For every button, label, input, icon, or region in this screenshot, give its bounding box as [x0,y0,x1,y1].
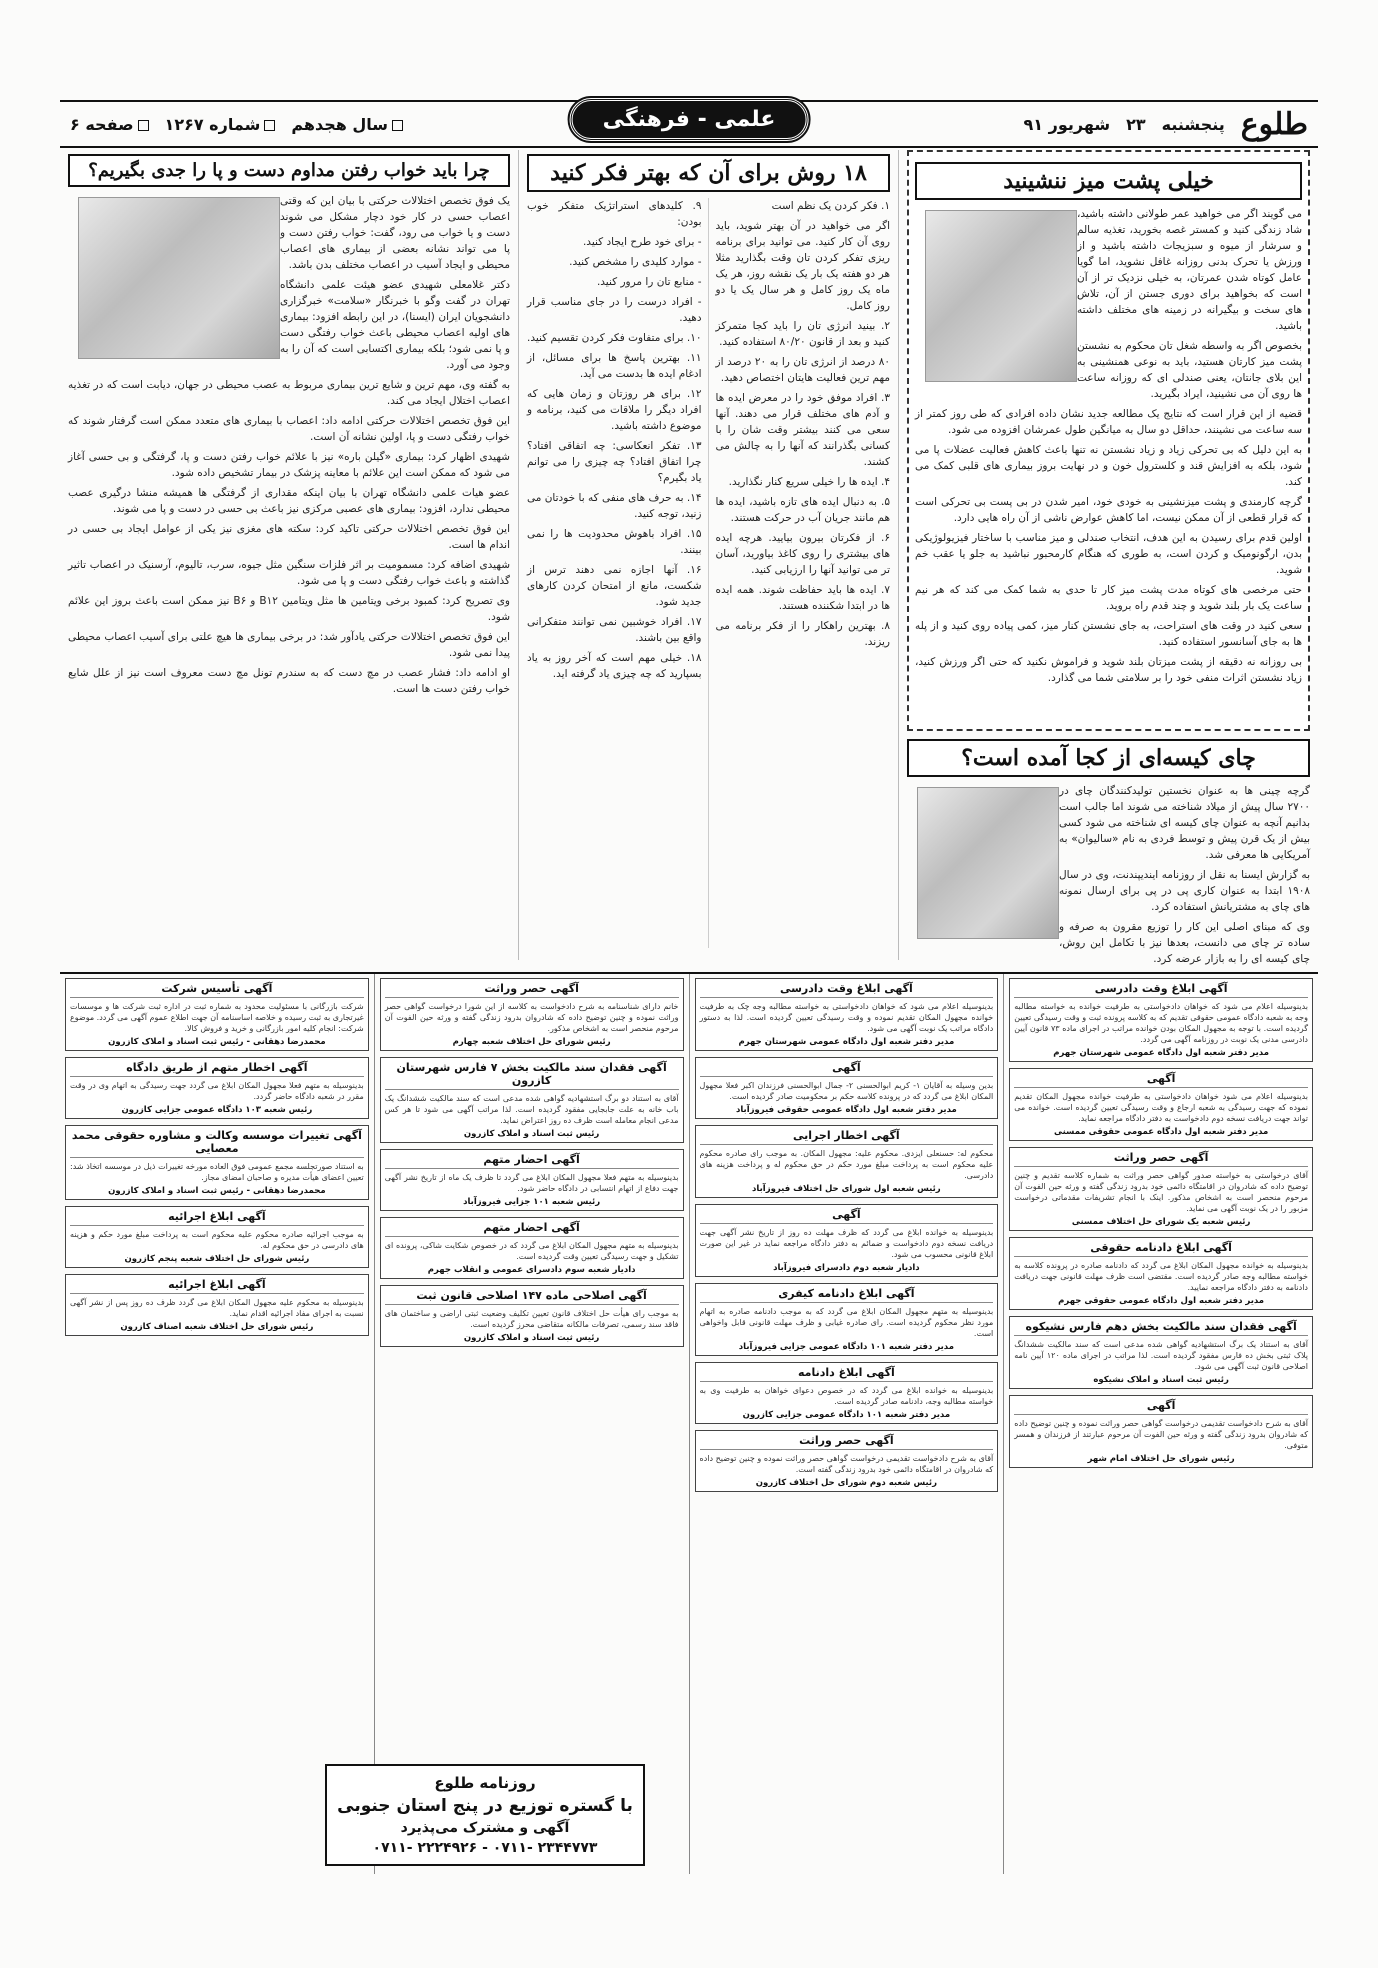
paragraph: او ادامه داد: فشار عصب در مچ دست که به سندرم تونل مچ دست معروف است نیز از علل شایع خواب رفتن دست ها است. [68,667,510,695]
feet-photo [78,197,280,359]
legal-notice-title: آگهی ابلاغ وقت دادرسی [1014,982,1308,998]
paragraph: وی که مبنای اصلی این کار را توزیع مقرون به صرفه و ساده تر چای می دانست، بعدها نیز با تکامل این روش، چای کیسه ای را به بازار عرضه کرد. [1059,921,1310,965]
legal-notice [380,978,684,1051]
legal-notice [1009,1395,1313,1468]
paragraph: به این دلیل که بی تحرکی زیاد و زیاد نشستن نه تنها باعث کاهش فعالیت عضلات پا می شود، بلکه به افزایش قند و کلسترول خون و در نهایت بروز بیماری های قلبی کمک می کند. [915,444,1302,488]
article-desk [898,150,1318,965]
legal-notice-body: بدینوسیله اعلام می شود که خواهان دادخواستی به طرفیت خوانده به خواسته مطالبه وجه به شعبه دادگاه عمومی حقوقی تقدیم که به کلاسه پرونده ثبت و وقت رسیدگی تعیین گردیده است. با توجه به مجهول المکان بودن خوانده مراتب در اجرای ماده ۷۳ قانون آیین دادرسی مدنی یک نوبت در روزنامه آگهی می گردد. [1014,1002,1309,1044]
legal-notice-title: آگهی ابلاغ وقت دادرسی [700,982,994,998]
legal-notice [65,1274,369,1336]
legal-notice-title: آگهی ابلاغ دادنامه [700,1366,994,1382]
legal-notice-signature: رئیس شعبه اول شورای حل اختلاف فیروزآباد [752,1184,941,1194]
section-title: علمی - فرهنگی [570,98,809,141]
paragraph: ۹. کلیدهای استراتژیک متفکر خوب بودن: [527,200,702,228]
legal-notice [695,978,999,1051]
legal-notice-signature: رئیس شعبه ۱۰۱ جزایی فیروزآباد [463,1197,601,1207]
article-think-title: ۱۸ روش برای آن که بهتر فکر کنید [527,154,890,192]
paragraph: بخصوص اگر به واسطه شغل تان محکوم به نشستن پشت میز کارتان هستید، باید به نوعی همنشینی به این بلای جانتان، یعنی صندلی ای که روزانه ساعت ها روی آن می نشینید، ایراد بگیرید. [1077,340,1302,400]
ads-column-1 [1003,974,1318,1874]
legal-notice [695,1057,999,1119]
legal-notice-body: بدینوسیله به متهم فعلا مجهول المکان ابلاغ می گردد تا ظرف یک ماه از تاریخ نشر آگهی جهت دفاع از اتهام انتسابی در دادگاه حاضر شود. [384,1173,679,1193]
header-issue [70,115,403,134]
legal-notice [1009,1237,1313,1310]
legal-notice-title: آگهی ابلاغ دادنامه حقوقی [1014,1241,1308,1257]
legal-notice [1009,978,1313,1062]
paragraph: می گویند اگر می خواهید عمر طولانی داشته باشید، شاد زندگی کنید و کمستر غصه بخورید، تغذیه سالم و سرشار از میوه و سبزیجات داشته باشید و از ورزش یا تحرک بدنی روزانه غافل نشوید، اما گویا عامل کوتاه شدن عمرتان، به خیلی نزدیک تر از آن است که بخواهید برای دوری جستن از آن، تلاش های سخت و بیگیرانه در زمینه های مختلف داشته باشید. [1077,208,1302,332]
legal-notice [380,1149,684,1211]
legal-notice-signature: رئیس ثبت اسناد و املاک کازرون [463,1129,600,1139]
legal-notice [1009,1147,1313,1231]
paragraph: - منابع تان را مرور کنید. [596,276,702,288]
legal-notice-signature: محمدرضا دهقانی - رئیس ثبت اسناد و املاک کازرون [108,1037,326,1047]
paragraph: به گفته وی، مهم ترین و شایع ترین بیماری مربوط به عصب محیطی در جهان، دیابت است که در تغذیه اعصاب اختلال ایجاد می کند. [68,379,510,407]
article-numbness [60,150,518,960]
paragraph: ۳. افراد موفق خود را در معرض ایده ها و آدم های مختلف قرار می دهند. آنها سعی می کنند بیشتر وقت شان را با کسانی بگذرانند که آنها را به چالش می کشند. [715,392,890,468]
ads-column-2 [689,974,1004,1874]
legal-notice-signature: مدیر دفتر شعبه ۱۰۱ دادگاه عمومی جزایی فیروزآباد [738,1342,954,1352]
legal-notice [695,1283,999,1356]
legal-notice-signature: رئیس شعبه دوم شورای حل اختلاف کازرون [755,1478,938,1488]
legal-notice-title: آگهی اخطار اجرایی [700,1129,994,1145]
legal-notice [65,1125,369,1200]
legal-notice-body: بدینوسیله اعلام می شود خواهان دادخواستی به طرفیت خوانده مجهول المکان تقدیم نموده که جهت رسیدگی به شعبه ارجاع و وقت رسیدگی تعیین گردیده است. خوانده می تواند جهت دریافت نسخه دوم دادخواست به دفتر دادگاه مراجعه نماید. [1014,1092,1308,1123]
legal-notice-title: آگهی اخطار متهم از طریق دادگاه [70,1061,364,1077]
ads-column-4-list [65,978,369,1336]
legal-notice [695,1362,999,1424]
paragraph: به گزارش ایسنا به نقل از روزنامه ایندیپندنت، وی در سال ۱۹۰۸ ابتدا به عنوان کاری پی در پی برای ارسال نمونه های چای به مشتریانش استفاده کرد. [1059,869,1310,913]
paragraph: این فوق تخصص اختلالات حرکتی تاکید کرد: سکته های مغزی نیز یکی از عوامل ایجاد بی حسی در اندام ها است. [68,523,510,551]
paragraph: ۷. ایده ها باید حفاظت شوند. همه ایده ها در ابتدا شکننده هستند. [715,584,890,612]
legal-notice-signature: رئیس ثبت اسناد و املاک نشیکوه [1093,1375,1229,1385]
paragraph: ۵. به دنبال ایده های تازه باشید، ایده ها هم مانند جریان آب در حرکت هستند. [715,496,890,524]
paragraph: ۱۶. آنها اجازه نمی دهند ترس از شکست، مانع از امتحان کردن کارهای جدید شود. [527,564,702,608]
paragraph: شهیدی اظهار کرد: بیماری «گیلن باره» نیز با علائم خواب رفتن دست و پا، گرفتگی و بی حسی آغاز می شود که ممکن است این علائم با معاینه پزشک در بیمار تشخیص داده شود. [68,451,510,479]
paragraph: این فوق تخصص اختلالات حرکتی ادامه داد: اعصاب با بیماری های متعدد ممکن است گرفتار شوند که خواب رفتگی دست و پا، اولین نشانه آن است. [68,415,510,443]
legal-notice [380,1285,684,1347]
paragraph: - افراد درست را در جای مناسب قرار دهید. [527,296,702,324]
paragraph: دکتر غلامعلی شهیدی عضو هیئت علمی دانشگاه تهران در گفت وگو با خبرنگار «سلامت» خبرگزاری دانشجویان ایران (ایسنا)، در این رابطه افزود: بیماری های اولیه اعصاب محیطی باعث خواب رفتگی دست و پا نمی شود؛ بلکه بیماری اکتسابی است که آن را به وجود می آورد. [280,279,510,371]
paragraph: ۶. از فکرتان بیرون بیایید. هرچه ایده های بیشتری را روی کاغذ بیاورید، آسان تر می توانید آنها را ارزیابی کنید. [715,532,890,576]
legal-notice-title: آگهی اصلاحی ماده ۱۴۷ اصلاحی قانون ثبت [385,1289,679,1305]
page-header [60,100,1318,148]
paragraph: گرچه چینی ها به عنوان نخستین تولیدکنندگان چای در ۲۷۰۰ سال پیش از میلاد شناخته می شوند اما جالب است بدانیم آنچه به عنوان چای کیسه ای شناخته می شود کسی بیش از یک قرن پیش و توسط فردی به نام «سالیوان» به آمریکایی ها معرفی شد. [1059,785,1310,861]
paragraph: ۱. فکر کردن یک نظم است [771,200,890,212]
legal-notice-signature: رئیس شعبه ۱۰۳ دادگاه عمومی جزایی کازرون [121,1105,313,1115]
paragraph: ۱۰. برای متفاوت فکر کردن تقسیم کنید. [527,332,702,344]
promo-phone: ۰۷۱۱- ۲۲۲۴۹۲۶ - ۰۷۱۱- ۲۳۴۴۷۷۳ [372,1840,598,1856]
legal-notice-title: آگهی [1014,1072,1308,1088]
article-tea-title: چای کیسه‌ای از کجا آمده است؟ [907,739,1310,777]
legal-notice-signature: دادیار شعبه سوم دادسرای عمومی و انقلاب جهرم [427,1265,636,1275]
legal-notice-body: بدینوسیله به خوانده مجهول المکان ابلاغ می گردد که دادنامه صادره در پرونده کلاسه به خواسته مطالبه وجه صادر گردیده است. مقتضی است ظرف مهلت قانونی جهت دریافت دادنامه به دفتر دادگاه مراجعه نمایید. [1014,1261,1308,1292]
paragraph: ۸. بهترین راهکار را از فکر برنامه می ریزند. [715,620,890,648]
square-icon [392,120,403,131]
paragraph: وی تصریح کرد: کمبود برخی ویتامین ها مثل ویتامین B۱۲ و B۶ نیز ممکن است باعث بروز این علائم شود. [68,595,510,623]
date-num: ۲۳ [1126,114,1146,134]
legal-notice-title: آگهی احضار متهم [385,1153,679,1169]
legal-notice-signature: مدیر دفتر شعبه ۱۰۱ دادگاه عمومی جزایی کازرون [742,1410,951,1420]
date-day: پنجشنبه [1161,114,1225,134]
legal-notice-body: بدینوسیله به متهم مجهول المکان ابلاغ می گردد که در خصوص شکایت شاکی، پرونده ای تشکیل و جهت رسیدگی تعیین وقت گردیده است. [384,1241,679,1261]
legal-notice [1009,1068,1313,1141]
legal-notice-signature: مدیر دفتر شعبه اول دادگاه عمومی حقوقی فیروزآباد [735,1105,957,1115]
legal-notice-signature: رئیس شورای حل اختلاف شعبه چهارم [452,1037,611,1047]
legal-notice-title: آگهی [700,1061,994,1077]
article-numbness-title: چرا باید خواب رفتن مداوم دست و پا را جدی بگیریم؟ [68,154,510,187]
legal-notice-signature: رئیس شورای حل اختلاف امام شهر [1087,1454,1235,1464]
legal-notice-signature: مدیر دفتر شعبه اول دادگاه عمومی شهرستان جهرم [1053,1048,1269,1058]
paragraph: بی روزانه نه دقیقه از پشت میزتان بلند شوید و فراموش نکنید که حتی اگر ورزش کنید، زیاد نشستن اثرات منفی خود را بر سلامتی شما می گذارد. [915,656,1302,684]
paragraph: شهیدی اضافه کرد: مسمومیت بر اثر فلزات سنگین مثل جیوه، سرب، تالیوم، آرسنیک در اعصاب تاثیر گذاشته و باعث خواب رفتگی دست و پا می شود. [68,559,510,587]
legal-notice-body: آقای درخواستی به خواسته صدور گواهی حصر وراثت به شماره کلاسه تقدیم و چنین توضیح داده که شادروان در اقامتگاه دائمی خود بدرود زندگی گفته و ورثه حین الفوت آن مرحوم منحصر است به اشخاص مذکور. اینک با انجام تشریفات مقدماتی درخواست مزبور را در یک نوبت آگهی می نماید. [1014,1171,1308,1213]
legal-notice-signature: رئیس شورای حل اختلاف شعبه پنجم کازرون [124,1254,310,1264]
legal-notice-body: آقای به استناد یک برگ استشهادیه گواهی شده مدعی است که سند مالکیت ششدانگ پلاک ثبتی بخش ده فارس مفقود گردیده است. لذا مراتب در اجرای ماده ۱۲۰ آیین نامه اصلاحی قانون ثبت آگهی می شود. [1014,1340,1309,1371]
legal-notice-signature: مدیر دفتر شعبه اول دادگاه عمومی شهرستان جهرم [738,1037,955,1047]
paragraph: ۱۳. تفکر انعکاسی: چه اتفاقی افتاد؟ چرا اتفاق افتاد؟ چه چیزی را می توانم یاد بگیرم؟ [527,440,702,484]
paragraph: یک فوق تخصص اختلالات حرکتی با بیان این که وقتی اعصاب حسی در کار خود دچار مشکل می شوند دست و یا خواب می رود، گفت: خواب رفتن دست و پا می تواند نشانه بعضی از بیماری های اعصاب محیطی و ایجاد آسیب در اعصاب مختلف بدن باشد. [280,195,510,271]
paragraph: این فوق تخصص اختلالات حرکتی یادآور شد: در برخی بیماری ها هیچ علتی برای آسیب اعصاب محیطی پیدا نمی شود. [68,631,510,659]
legal-notice-title: آگهی فقدان سند مالکیت بخش دهم فارس نشیکوه [1014,1320,1308,1336]
paragraph: ۴. ایده ها را خیلی سریع کنار نگذارید. [728,476,890,488]
header-date [1024,107,1308,142]
article-desk-box [907,150,1310,731]
article-desk-title: خیلی پشت میز ننشینید [915,162,1302,200]
legal-notice-body: بدینوسیله به متهم فعلا مجهول المکان ابلاغ می گردد جهت رسیدگی به اتهام وی در وقت مقرر در شعبه دادگاه حاضر گردد. [70,1081,364,1101]
promo-line-2: با گستره توزیع در پنج استان جنوبی [337,1796,633,1816]
date-month: شهریور ۹۱ [1023,114,1111,134]
tea-bag-photo [917,787,1059,939]
legal-notice-title: آگهی حصر وراثت [700,1434,994,1450]
legal-notice-body: بدین وسیله به آقایان ۱- کریم ابوالحسنی ۲- جمال ابوالحسنی فرزندان اکبر فعلا مجهول المکان ابلاغ می گردد که در پرونده کلاسه حکم بر محکومیت صادر گردیده است. [699,1081,994,1101]
legal-notice-title: آگهی حصر وراثت [1014,1151,1308,1167]
paragraph: ۸۰ درصد از انرژی تان را به ۲۰ درصد از مهم ترین فعالیت هایتان اختصاص دهید. [715,356,890,384]
promo-line-1: روزنامه طلوع [434,1774,536,1792]
legal-notice-signature: مدیر دفتر شعبه اول دادگاه عمومی حقوقی ممسنی [1053,1127,1269,1137]
legal-notice-signature: رئیس شعبه یک شورای حل اختلاف ممسنی [1071,1217,1251,1227]
paragraph: اگر می خواهید در آن بهتر شوید، باید روی آن کار کنید. می توانید برای برنامه ریزی تفکر کردن تان وقت بگذارید مثلا هر دو هفته یک بار یک نقشه روز، هر یک ماه یک روز کامل و هر سال یک یا دو روز کامل. [715,220,890,312]
legal-notice-title: آگهی ابلاغ دادنامه کیفری [700,1287,994,1303]
article-think-body [527,198,890,948]
paragraph: حتی مرخصی های کوتاه مدت پشت میز کار تا حدی به شما کمک می کند که هر نیم ساعت یک بار بلند شوید و چند قدم راه بروید. [915,584,1302,612]
paragraph: ۱۵. افراد باهوش محدودیت ها را نمی بینند. [527,528,702,556]
square-icon [264,120,275,131]
paragraph: - موارد کلیدی را مشخص کنید. [569,256,702,268]
legal-notice-title: آگهی تغییرات موسسه وکالت و مشاوره حقوقی محمد معصایی [70,1129,364,1158]
legal-notice-title: آگهی [700,1208,994,1224]
legal-notice [695,1430,999,1492]
paragraph: ۱۱. بهترین پاسخ ها برای مسائل، از ادغام ایده ها بدست می آید. [527,352,702,380]
paragraph: ۱۸. خیلی مهم است که آخر روز به یاد بسپارید که چه چیزی یاد گرفته اید. [527,652,702,680]
legal-notice-title: آگهی ابلاغ اجرائیه [70,1278,364,1294]
legal-notice-body: بدینوسیله به خوانده ابلاغ می گردد که در خصوص دعوای خواهان به طرفیت وی به خواسته مطالبه وجه، دادنامه صادر گردیده است. [699,1386,994,1406]
legal-notice-body: آقای به شرح دادخواست تقدیمی درخواست گواهی حصر وراثت نموده و چنین توضیح داده که شادروان بدرود زندگی گفته و ورثه حین الفوت آن مرحوم عبارتند از فرزندان و همسر متوفی. [1014,1419,1308,1450]
legal-notice-title: آگهی [1014,1399,1308,1415]
legal-notice-body: بدینوسیله به متهم مجهول المکان ابلاغ می گردد که به موجب دادنامه صادره به اتهام مورد نظر محکوم گردیده است. رای صادره غیابی و ظرف مهلت قانونی قابل واخواهی است. [699,1307,994,1338]
ads-section [60,972,1318,1874]
promo-line-3: آگهی و مشترک می‌پذیرد [400,1820,570,1836]
paragraph: - برای خود طرح ایجاد کنید. [582,236,702,248]
legal-notice [695,1204,999,1277]
legal-notice-signature: رئیس شورای حل اختلاف شعبه اصناف کازرون [120,1322,314,1332]
legal-notice-body: به موجب رای هیأت حل اختلاف قانون تعیین تکلیف وضعیت ثبتی اراضی و ساختمان های فاقد سند رسمی، تصرفات مالکانه متقاضی محرز گردیده است. [384,1309,679,1329]
newspaper-logo: طلوع [1240,106,1308,142]
legal-notice-title: آگهی احضار متهم [385,1221,679,1237]
paragraph: قضیه از این قرار است که نتایج یک مطالعه جدید نشان داده افرادی که طی روز کمتر از سه ساعت می نشینند، حداقل دو سال به میانگین طول عمرشان افزوده می شود. [915,408,1302,436]
legal-notice [65,1057,369,1119]
paragraph: ۲. بینید انرژی تان را باید کجا متمرکز کنید و بعد از قانون ۸۰/۲۰ استفاده کنید. [715,320,890,348]
paragraph: ۱۷. افراد خوشبین نمی توانند متفکرانی واقع بین باشند. [527,616,702,644]
legal-notice-title: آگهی ابلاغ اجرائیه [70,1210,364,1226]
page-label: صفحه ۶ [70,115,149,134]
legal-notice-body: بدینوسیله به محکوم علیه مجهول المکان ابلاغ می گردد ظرف ده روز پس از نشر آگهی نسبت به اجرای مفاد اجرائیه اقدام نماید. [70,1298,364,1318]
paragraph: گرچه کارمندی و پشت میزنشینی به خودی خود، امیر شدن در بی پست بی تحرکی است که قرار قطعی از آن ممکن نیست، اما کاهش عوارض ناشی از آن راه هایی دارد. [915,496,1302,524]
legal-notice [380,1217,684,1279]
legal-notice-signature: مدیر دفتر شعبه اول دادگاه عمومی حقوقی جهرم [1058,1296,1265,1306]
legal-notice [380,1057,684,1143]
legal-notice-title: آگهی حصر وراثت [385,982,679,998]
legal-notice [65,1206,369,1268]
office-worker-photo [925,210,1077,382]
legal-notice [65,978,369,1051]
legal-notice-body: خانم دارای شناسنامه به شرح دادخواست به کلاسه از این شورا درخواست گواهی حصر وراثت نموده و چنین توضیح داده که شادروان بدرود زندگی گفته و ورثه حین الفوت آن مرحوم منحصر است به اشخاص مذکور. [384,1002,679,1033]
year-label: سال هجدهم [291,115,403,134]
paragraph: ۱۴. به حرف های منفی که با خودتان می زنید، توجه کنید. [527,492,702,520]
paragraph: اولین قدم برای رسیدن به این هدف، انتخاب صندلی و میز مناسب با ساختار فیزیولوژیکی بدن، ارگونومیک و کردن است، به طوری که هنگام کارمحبور نباشید به جلو یا عقب خم شوید. [915,532,1302,576]
issue-label: شماره ۱۲۶۷ [165,115,276,134]
article-think [518,150,898,960]
ads-column-4 [60,974,374,1874]
legal-notice-signature: دادیار شعبه دوم دادسرای فیروزآباد [773,1263,920,1273]
legal-notice-title: آگهی فقدان سند مالکیت بخش ۷ فارس شهرستان کازرون [385,1061,679,1090]
square-icon [138,120,149,131]
legal-notice-body: آقای به شرح دادخواست تقدیمی درخواست گواهی حصر وراثت نموده و چنین توضیح داده که شادروان در اقامتگاه دائمی خود بدرود زندگی گفته است. [699,1454,994,1474]
articles-section [60,150,1318,965]
legal-notice-body: بدینوسیله به خوانده ابلاغ می گردد که ظرف مهلت ده روز از تاریخ نشر آگهی جهت دریافت نسخه دوم دادخواست و ضمائم به دفتر دادگاه مراجعه نماید در غیر این صورت ابلاغ قانونی محسوب می شود. [699,1228,994,1259]
legal-notice-signature: محمدرضا دهقانی - رئیس ثبت اسناد و املاک کازرون [108,1186,326,1196]
legal-notice-body: بدینوسیله اعلام می شود که خواهان دادخواستی به خواسته مطالبه وجه چک به طرفیت خوانده مجهول المکان تقدیم نموده و وقت رسیدگی تعیین گردیده است. لذا به دستور دادگاه مراتب یک نوبت آگهی می شود. [699,1002,994,1033]
article-tea-box [907,739,1310,969]
legal-notice [1009,1316,1313,1389]
paragraph: عضو هیات علمی دانشگاه تهران با بیان اینکه مقداری از گرفتگی ها همیشه منشا درگیری عصب محیطی ندارد، افزود: بیماری های عصبی مرکزی نیز باعث بی حسی در دست و پا می شوند. [68,487,510,515]
ads-column-3 [374,974,689,1874]
legal-notice-body: محکوم له: حسنعلی ایزدی. محکوم علیه: مجهول المکان. به موجب رای صادره محکوم علیه محکوم است به پرداخت مبلغ مورد حکم در حق محکوم له و پرداخت هزینه های دادرسی. [699,1149,994,1180]
promo-box [325,1764,645,1866]
legal-notice-body: شرکت بازرگانی با مسئولیت محدود به شماره ثبت در اداره ثبت شرکت ها و موسسات غیرتجاری به ثبت رسیده و خلاصه اساسنامه آن جهت اطلاع عموم آگهی می گردد. موضوع شرکت: انجام کلیه امور بازرگانی و خرید و فروش کالا. [70,1002,364,1033]
legal-notice-body: به موجب اجرائیه صادره محکوم علیه محکوم است به پرداخت مبلغ مورد حکم و هزینه های دادرسی در حق محکوم له. [70,1230,364,1250]
legal-notice-signature: رئیس ثبت اسناد و املاک کازرون [463,1333,600,1343]
legal-notice [695,1125,999,1198]
legal-notice-body: به استناد صورتجلسه مجمع عمومی فوق العاده مورخه تغییرات ذیل در موسسه اتخاذ شد: تعیین اعضای هیأت مدیره و صاحبان امضای مجاز. [70,1162,364,1182]
paragraph: سعی کنید در وقت های استراحت، به جای نشستن کنار میز، کمی پیاده روی کنید و از پله ها به جای آسانسور استفاده کنید. [915,620,1302,648]
legal-notice-title: آگهی تأسیس شرکت [70,982,364,998]
paragraph: ۱۲. برای هر روزتان و زمان هایی که افراد دیگر را ملاقات می کنید، برنامه و موضوع داشته باشید. [527,388,702,432]
legal-notice-body: آقای به استناد دو برگ استشهادیه گواهی شده مدعی است که سند مالکیت ششدانگ یک باب خانه به علت جابجایی مفقود گردیده است. لذا مراتب آگهی می شود تا هر کس مدعی انجام معامله است ظرف ده روز اعتراض نماید. [384,1094,679,1125]
